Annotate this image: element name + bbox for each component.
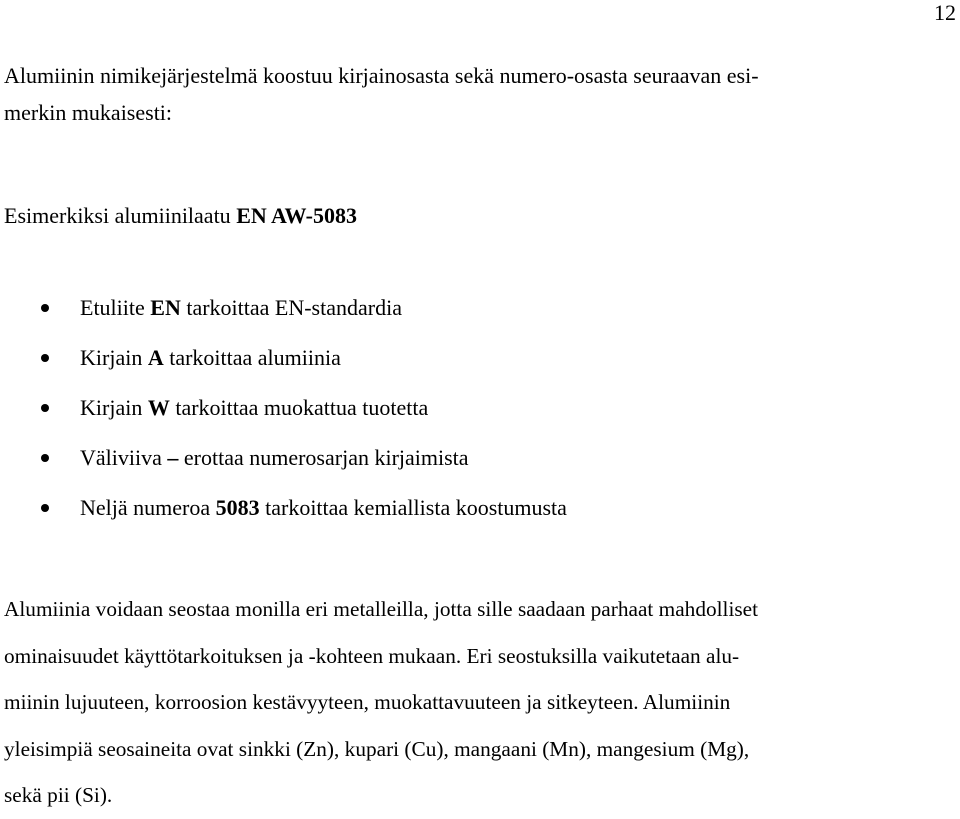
bullet-text-after: tarkoittaa alumiinia <box>163 345 341 370</box>
bullet-text-after: erottaa numerosarjan kirjaimista <box>178 445 469 470</box>
bullet-text-bold: W <box>147 395 170 420</box>
list-item <box>0 333 567 383</box>
bullet-dot-icon <box>41 304 49 312</box>
bullet-text-before: Kirjain <box>80 395 148 420</box>
bullet-text-after: tarkoittaa muokattua tuotetta <box>169 395 429 420</box>
example-paragraph <box>4 197 357 234</box>
bullet-text-bold: A <box>147 345 164 370</box>
bullet-text-bold: EN <box>150 295 181 320</box>
bullet-dot-icon <box>41 404 49 412</box>
bullet-text-bold: – <box>167 445 179 470</box>
bullet-text-bold: 5083 <box>215 495 260 520</box>
intro-line-2: merkin mukaisesti: <box>4 100 173 125</box>
example-code: EN AW-5083 <box>236 203 357 228</box>
intro-line-1: Alumiinin nimikejärjestelmä koostuu kirjainosasta sekä numero-osasta seuraavan esi- <box>4 63 759 88</box>
alloy-line-2: ominaisuudet käyttötarkoituksen ja -kohteen mukaan. Eri seostuksilla vaikutetaan alu- <box>4 643 740 668</box>
alloy-line-5: sekä pii (Si). <box>4 783 113 808</box>
alloy-paragraph <box>4 586 956 819</box>
list-item <box>0 283 567 333</box>
bullet-dot-icon <box>41 454 49 462</box>
bullet-text-before: Etuliite <box>80 295 151 320</box>
bullet-dot-icon <box>41 354 49 362</box>
bullet-dot-icon <box>41 504 49 512</box>
list-item <box>0 483 567 533</box>
alloy-line-4: yleisimpiä seosaineita ovat sinkki (Zn), kupari (Cu), mangaani (Mn), mangesium (Mg), <box>4 736 750 761</box>
bullet-text-after: tarkoittaa kemiallista koostumusta <box>259 495 567 520</box>
page-number: 12 <box>934 0 956 25</box>
alloy-line-3: miinin lujuuteen, korroosion kestävyyteen, muokattavuuteen ja sitkeyteen. Alumiinin <box>4 690 731 715</box>
bullet-text-before: Väliviiva <box>80 445 168 470</box>
intro-paragraph <box>4 57 950 131</box>
list-item <box>0 383 567 433</box>
bullet-text-after: tarkoittaa EN-standardia <box>180 295 402 320</box>
bullet-text-before: Kirjain <box>80 345 148 370</box>
designation-bullet-list <box>0 283 567 533</box>
list-item <box>0 433 567 483</box>
alloy-line-1: Alumiinia voidaan seostaa monilla eri metalleilla, jotta sille saadaan parhaat mahdolliset <box>4 597 759 621</box>
example-prefix: Esimerkiksi alumiinilaatu <box>4 203 237 228</box>
bullet-text-before: Neljä numeroa <box>80 495 216 520</box>
